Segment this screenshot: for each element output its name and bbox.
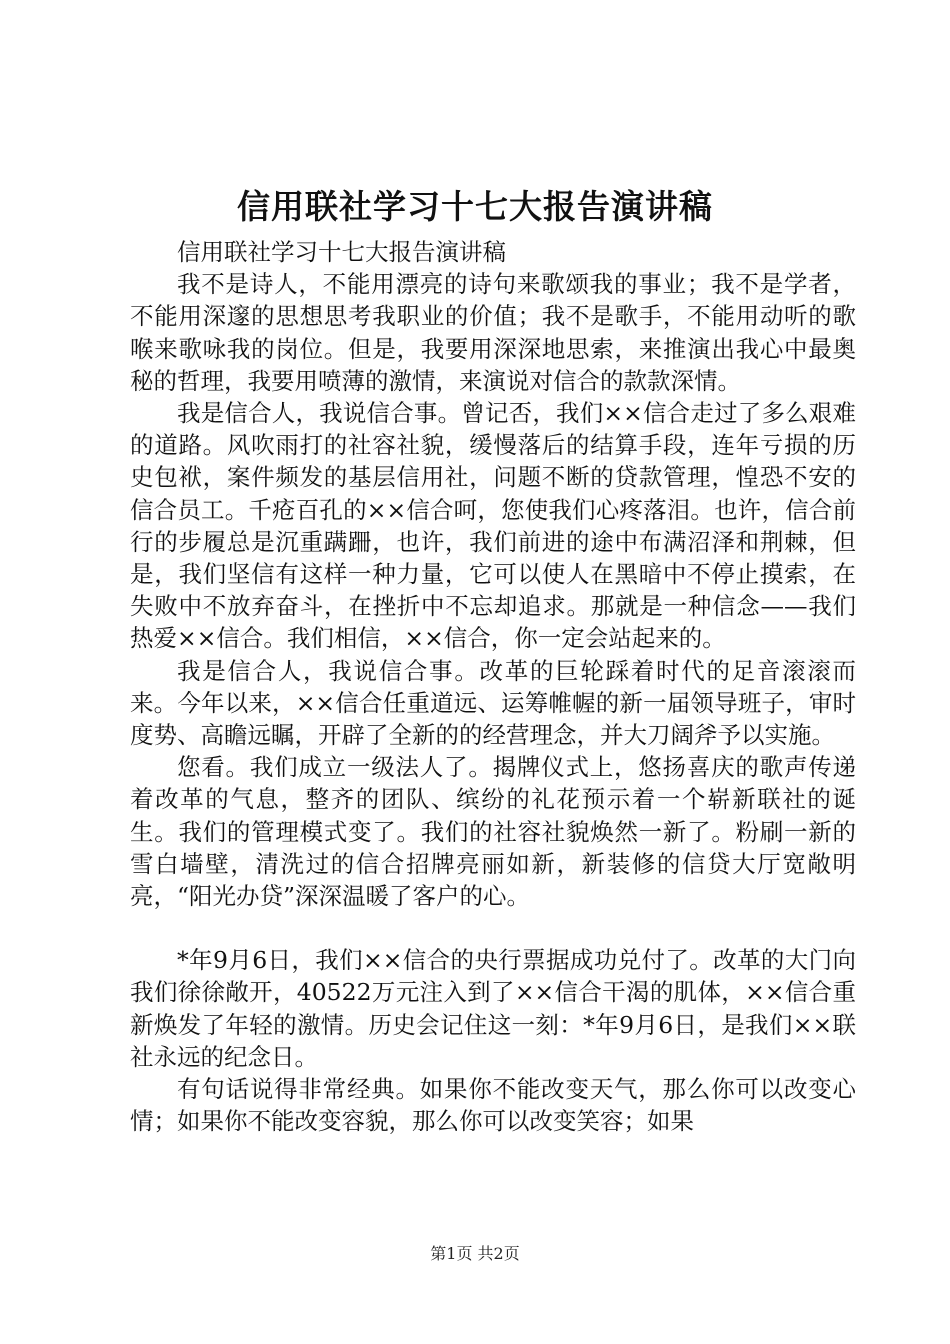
document-body [130, 236, 856, 1137]
paragraph: 您看。我们成立一级法人了。揭牌仪式上，悠扬喜庆的歌声传递着改革的气息，整齐的团队、缤纷的礼花预示着一个崭新联社的诞生。我们的管理模式变了。我们的社容社貌焕然一新了。粉刷一新的雪白墙壁，清洗过的信合招牌亮丽如新，新装修的信贷大厅宽敞明亮，“阳光办贷”深深温暖了客户的心。 [130, 753, 856, 911]
page-number-footer: 第1页 共2页 [430, 1244, 520, 1263]
paragraph: 有句话说得非常经典。如果你不能改变天气，那么你可以改变心情；如果你不能改变容貌，那么你可以改变笑容；如果 [130, 1075, 856, 1136]
paragraph: 我不是诗人，不能用漂亮的诗句来歌颂我的事业；我不是学者，不能用深邃的思想思考我职业的价值；我不是歌手，不能用动听的歌喉来歌咏我的岗位。但是，我要用深深地思索，来推演出我心中最奥秘的哲理，我要用喷薄的激情，来演说对信合的款款深情。 [130, 270, 856, 395]
document-title: 信用联社学习十七大报告演讲稿 [237, 187, 713, 226]
paragraph: 我是信合人，我说信合事。改革的巨轮踩着时代的足音滚滚而来。今年以来，××信合任重道远、运筹帷幄的新一届领导班子，审时度势、高瞻远瞩，开辟了全新的的经营理念，并大刀阔斧予以实施。 [130, 656, 856, 750]
paragraph: 我是信合人，我说信合事。曾记否，我们××信合走过了多么艰难的道路。风吹雨打的社容社貌，缓慢落后的结算手段，连年亏损的历史包袱，案件频发的基层信用社，问题不断的贷款管理，惶恐不安的信合员工。千疮百孔的××信合呵，您使我们心疼落泪。也许，信合前行的步履总是沉重蹒跚，也许，我们前进的途中布满沼泽和荆棘，但是，我们坚信有这样一种力量，它可以使人在黑暗中不停止摸索，在失败中不放弃奋斗，在挫折中不忘却追求。那就是一种信念——我们热爱××信合。我们相信，××信合，你一定会站起来的。 [130, 399, 856, 653]
document-subtitle: 信用联社学习十七大报告演讲稿 [177, 238, 506, 266]
paragraph: *年9月6日，我们××信合的央行票据成功兑付了。改革的大门向我们徐徐敞开，40522万元注入到了××信合干渴的肌体，××信合重新焕发了年轻的激情。历史会记住这一刻：*年9月6日，是我们××联社永远的纪念日。 [130, 946, 856, 1071]
